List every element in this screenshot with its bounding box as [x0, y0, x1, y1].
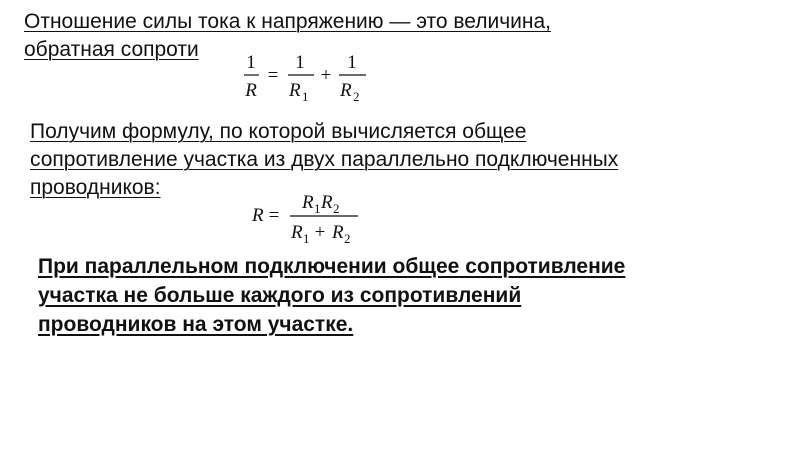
formula2-equals: =	[268, 205, 280, 226]
paragraph2-line3: проводников:	[30, 176, 161, 199]
formula2-lhs: R	[252, 205, 264, 226]
lhs-numerator: 1	[246, 52, 256, 73]
numerator-r1: R	[302, 192, 314, 213]
equals-sign: =	[267, 65, 279, 86]
denominator-r1-subscript: 1	[303, 231, 310, 246]
formula-reciprocal-svg	[242, 44, 372, 108]
paragraph-conductance-definition	[24, 8, 724, 64]
denominator-r2: R	[332, 222, 344, 243]
denominator-plus: +	[314, 222, 326, 243]
numerator-r1-subscript: 1	[314, 201, 321, 216]
paragraph1-line2: обратная сопроти	[24, 38, 199, 61]
formula-total-resistance-svg	[250, 188, 362, 248]
conclusion-statement	[38, 252, 788, 339]
term1-denominator: R	[289, 80, 301, 101]
conclusion-line2: участка не больше каждого из сопротивлений	[38, 284, 522, 307]
numerator-r2-subscript: 2	[333, 201, 340, 216]
term1-denominator-subscript: 1	[302, 89, 309, 104]
denominator-r1: R	[291, 222, 303, 243]
conclusion-line3: проводников на этом участке.	[38, 313, 354, 336]
formula-reciprocal-resistance	[242, 44, 372, 108]
conclusion-line1: При параллельном подключении общее сопротивление	[38, 255, 626, 278]
denominator-r2-subscript: 2	[344, 231, 351, 246]
paragraph2-line2: сопротивление участка из двух параллельно подключенных	[30, 148, 619, 171]
paragraph1-line1: Отношение силы тока к напряжению — это величина,	[24, 10, 552, 33]
numerator-r2: R	[321, 192, 333, 213]
term2-denominator: R	[340, 80, 352, 101]
paragraph2-line1: Получим формулу, по которой вычисляется общее	[30, 120, 527, 143]
term2-denominator-subscript: 2	[353, 89, 360, 104]
paragraph-formula-intro	[30, 118, 790, 202]
term1-numerator: 1	[295, 52, 305, 73]
term2-numerator: 1	[347, 52, 357, 73]
formula-total-resistance	[250, 188, 362, 248]
lhs-denominator: R	[245, 80, 257, 101]
plus-sign: +	[320, 65, 332, 86]
